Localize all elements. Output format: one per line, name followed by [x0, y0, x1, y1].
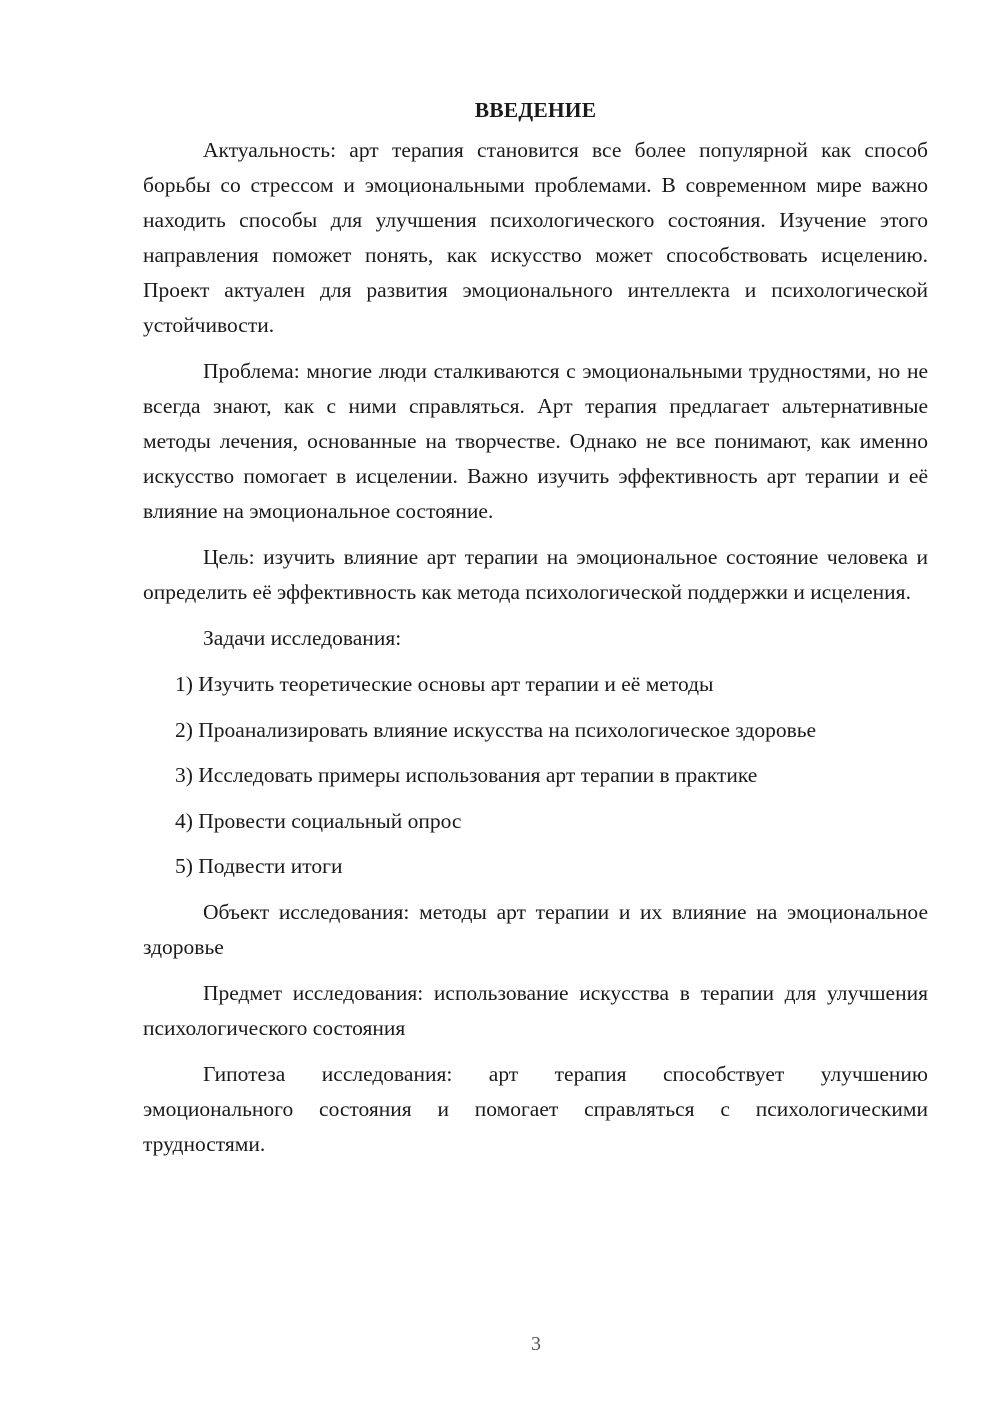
- list-item: 5) Подвести итоги: [175, 854, 343, 878]
- list-item: 4) Провести социальный опрос: [175, 808, 462, 833]
- hypothesis-paragraph: Гипотеза исследования: арт терапия способствует улучшению эмоционального состояния и помогает справляться с психологическими трудностями.: [143, 1061, 928, 1156]
- problem-paragraph: Проблема: многие люди сталкиваются с эмоциональными трудностями, но не всегда знают, как с ними справляться. Арт терапия предлагает альтернативные методы лечения, основанные на творчестве. Однако не все понимают, как именно искусство помогает в исцелении. Важно изучить эффективность арт терапии и её влияние на эмоциональное состояние.: [143, 359, 928, 523]
- goal-paragraph: Цель: изучить влияние арт терапии на эмоциональное состояние человека и определить её эффективность как метода психологической поддержки и исцеления.: [143, 545, 928, 604]
- list-item: 1) Изучить теоретические основы арт терапии и её методы: [175, 672, 714, 696]
- list-item: 3) Исследовать примеры использования арт терапии в практике: [175, 763, 758, 787]
- relevance-paragraph: Актуальность: арт терапия становится все более популярной как способ борьбы со стрессом и эмоциональными проблемами. В современном мире важно находить способы для улучшения психологического состояния. Изучение этого направления поможет понять, как искусство может способствовать исцелению. Проект актуален для развития эмоционального интеллекта и психологической устойчивости.: [143, 138, 928, 337]
- document-page: [143, 93, 928, 1173]
- page-number: 3: [531, 1333, 541, 1355]
- object-paragraph: Объект исследования: методы арт терапии и их влияние на эмоциональное здоровье: [143, 899, 928, 959]
- tasks-list: [143, 667, 928, 884]
- page-title: ВВЕДЕНИЕ: [474, 98, 597, 122]
- list-item: 2) Проанализировать влияние искусства на психологическое здоровье: [175, 717, 817, 742]
- tasks-heading: Задачи исследования:: [203, 626, 402, 650]
- subject-paragraph: Предмет исследования: использование искусства в терапии для улучшения психологического состояния: [143, 980, 928, 1040]
